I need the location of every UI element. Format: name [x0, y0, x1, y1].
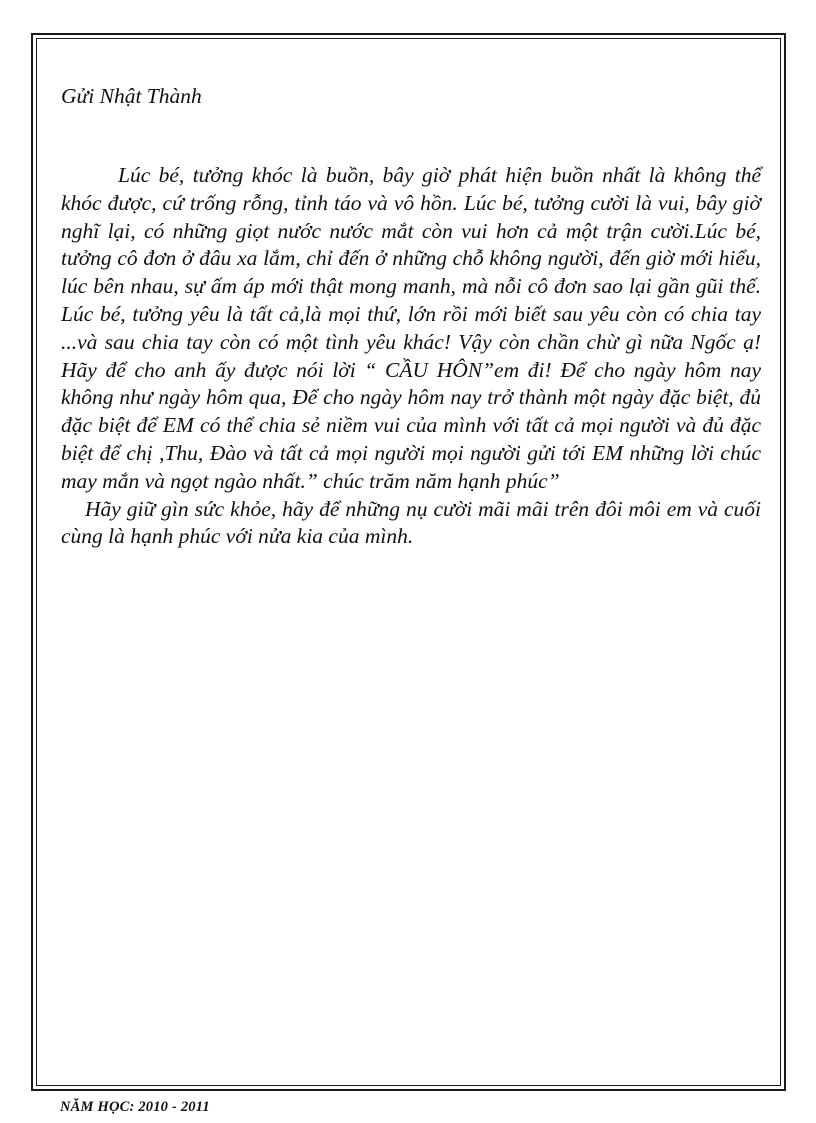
paragraph-1-text-a: Lúc bé, tưởng khóc là buồn, bây giờ phát hiện buồn nhất là không thể khóc được, cứ trống rỗng, tỉnh táo và vô hồn. Lúc bé, tưởng cười là vui, bây giờ nghĩ lại, có những giọt nước nước mắt còn vui hơn cả một trận cười.Lúc bé, tưởng cô đơn ở đâu xa lắm, chỉ đến ở những chỗ không người, đến giờ mới hiểu, lúc bên nhau, sự ấm áp mới thật mong manh, mà nỗi cô đơn sao lại gần gũi thế. Lúc bé, tưởng yêu là tất cả,là mọi thứ, lớn rồi mới biết sau yêu còn có chia tay ...và sau chia tay còn có một tình yêu khác! Vậy còn chần chừ gì nữa Ngốc ạ! Hãy để cho anh ấy được nói lời “ CẦU HÔN”em đi! Để cho [61, 163, 761, 382]
letter-paragraph-2: Hãy giữ gìn sức khỏe, hãy để những nụ cười mãi mãi trên đôi môi em và cuối cùng là hạnh phúc với nửa kia của mình. [61, 496, 761, 549]
paragraph-1-text-b: ngày hôm nay không như ngày hôm qua, Để cho ngày hôm nay trở thành một ngày đặc biệt, đủ đặc biệt để EM có thể chia sẻ niềm vui của mình với tất cả mọi người và đủ đặc biệt để chị ,Thu, Đào và tất cả mọi người mọi người gửi tới EM những lời chúc may mắn và ngọt ngào nhất.” chúc trăm năm hạnh phúc” [61, 357, 761, 493]
letter-greeting: Gửi Nhật Thành [61, 84, 202, 108]
letter-paragraph-1 [61, 162, 761, 496]
footer-school-year: NĂM HỌC: 2010 - 2011 [60, 1099, 210, 1115]
letter-body [61, 82, 761, 551]
